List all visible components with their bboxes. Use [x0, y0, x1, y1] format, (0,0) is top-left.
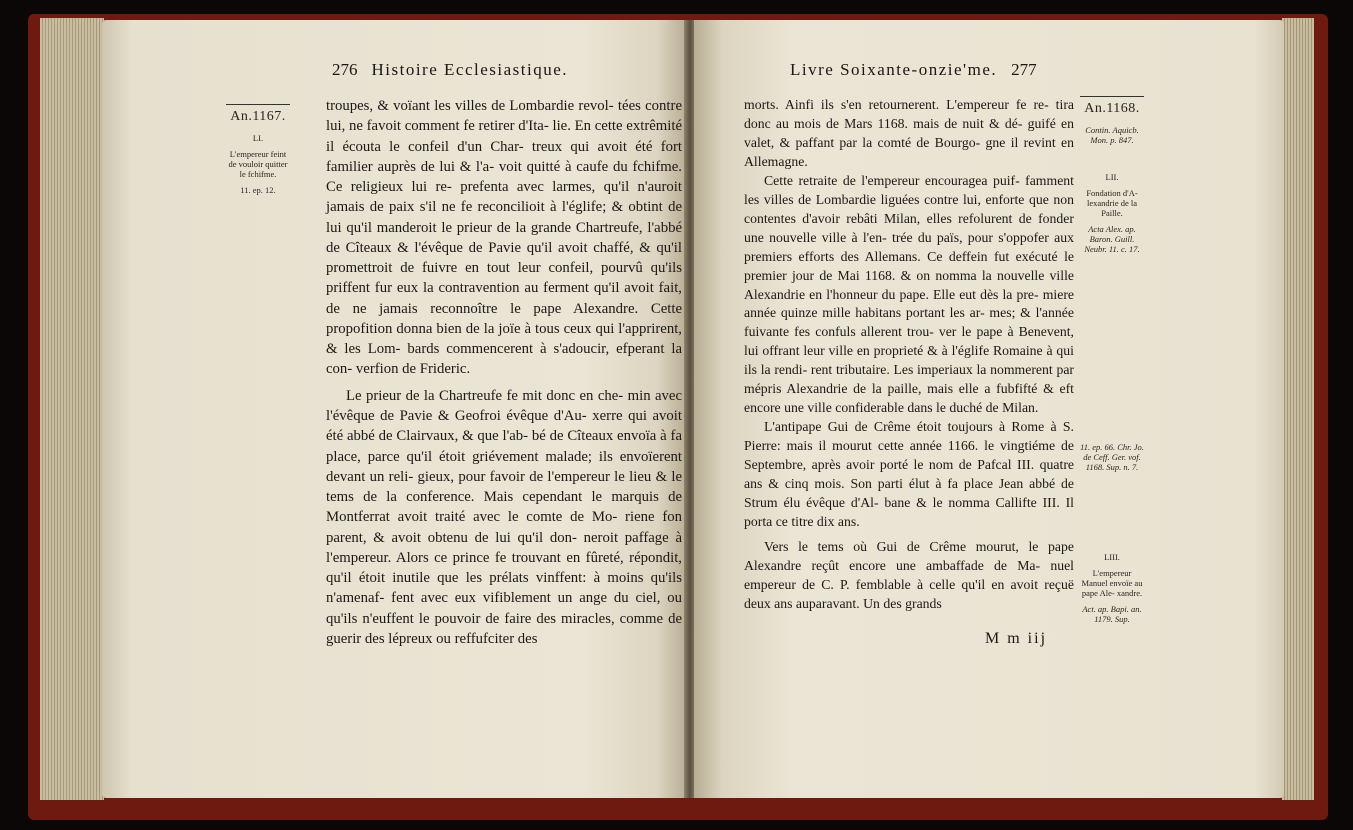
right-margin-ref-2: Acta Alex. ap. Baron. Guill. Neubr. 11. c. 17. — [1084, 224, 1140, 254]
left-head-title: Histoire Ecclesiastique. — [371, 60, 569, 79]
left-page-number: 276 — [332, 60, 358, 79]
left-margin-summary: L'empereur feint de vouloir quitter le fchifme. — [228, 149, 288, 179]
right-margin-notes-3 — [1080, 442, 1144, 478]
left-margin-year: An.1167. — [226, 104, 290, 125]
right-margin-notes-4 — [1080, 552, 1144, 630]
right-margin-ref-1: Contin. Aquicb. Mon. p. 847. — [1085, 125, 1139, 145]
right-margin-summary-2: Fondation d'A- lexandrie de la Paille. — [1086, 188, 1138, 218]
right-head-title: Livre Soixante-onzie'me. — [790, 60, 998, 79]
page-edges-left — [40, 18, 104, 800]
right-margin-notes — [1080, 96, 1144, 151]
left-margin-reference: 11. ep. 12. — [240, 185, 276, 195]
left-body-text — [326, 96, 682, 649]
right-margin-notes-2 — [1080, 172, 1144, 260]
right-margin-summary-3: L'empereur Manuel envoïe au pape Ale- xandre. — [1081, 568, 1143, 598]
right-margin-year: An.1168. — [1080, 96, 1144, 117]
right-page-number: 277 — [1011, 60, 1037, 79]
right-margin-section-3: LIII. — [1104, 552, 1120, 562]
right-running-head — [790, 60, 1051, 80]
left-paragraph-1: troupes, & voïant les villes de Lombardie revol- tées contre lui, ne favoit comment fe retirer d'Ita- lie. En cette extrêmité il écouta le confeil d'un Char- treux qui avoit été fort familier auprès de lui & l'a- voit quitté à caufe du fchifme. Ce religieux lui re- prefenta avec larmes, qu'il n'auroit jamais de paix s'il ne fe reconcilioit à l'églife; & obtint de lui qu'il manderoit le prieur de la grande Chartreufe, l'abbé de Cîteaux & l'évêque de Pavie qu'il avoit chaffé, & qu'il promettroit de fuivre en tout leur confeil, pourvû qu'ils priffent fur eux la contravention au ferment qu'il avoit fait, de ne jamais reconnoître le pape Alexandre. Cette propofition donna bien de la joïe à tous ceux qui l'apprirent, & les Lom- bards commencerent à s'adoucir, efperant la con- verfion de Frideric. — [326, 98, 682, 378]
right-margin-ref-4: Act. ap. Bapi. an. 1179. Sup. — [1082, 604, 1142, 624]
left-paragraph-2: Le prieur de la Chartreufe fe mit donc en che- min avec l'évêque de Pavie & Geofroi évêque d'Au- xerre qui avoit été abbé de Clairvaux, & que l'ab- bé de Cîteaux envoïa à fa place, parce qu'il étoit griévement malade; ils envoïerent devant un reli- gieux, pour favoir de l'empereur le lieu & le tems de la conference. Mais cependant le marquis de Montferrat avoit traité avec le comte de Mo- riene fon parent, & avoit obtenu de lui qu'il don- neroit paffage à l'empereur. Alors ce prince fe trouvant en fûreté, répondit, qu'il étoit inutile que les prélats vinffent: à moins qu'ils n'amenaf- fent avec eux vifiblement un ange du ciel, ou qu'ils n'euffent le pouvoir de faire des miracles, comme de guerir des lépreux ou reffufciter des — [326, 387, 682, 647]
page-edges-right — [1282, 18, 1314, 800]
left-margin-section: LI. — [252, 133, 264, 143]
right-paragraph-2: Cette retraite de l'empereur encouragea puif- famment les villes de Lombardie liguées contre lui, enforte que non contentes d'avoir rebâti Milan, elles refolurent de fonder une nouvelle ville à l'en- trée du païs, pour s'oppofer aux premiers efforts des Allemans. Ce deffein fut exécuté le premier jour de Mai 1168. & on nomma la nouvelle ville Alexandrie en l'honneur du pape. Elle eut dès la pre- miere année quinze mille habitans portant les ar- mes; & l'année fuivante fes confuls allerent trou- ver le pape à Benevent, lui offrant leur ville en proprieté & à l'églife Romaine à qui ils la rendi- rent tributaire. Les imperiaux la nommerent par mépris Alexandrie de la paille, mais elle a fubfifté & eft encore une ville confiderable dans le duché de Milan. — [744, 172, 1074, 416]
right-paragraph-1: morts. Ainfi ils s'en retournerent. L'empereur fe re- tira donc au mois de Mars 1168. mais de nuit & dé- guifé en valet, & paffant par la comté de Bourgo- gne il revint en Allemagne. — [744, 97, 1074, 169]
right-paragraph-4: Vers le tems où Gui de Crême mourut, le pape Alexandre reçût encore une ambaffade de Ma- nuel empereur de C. P. femblable à celle qu'il en avoit reçuë deux ans auparavant. Un des grands — [744, 538, 1074, 611]
signature-mark: M m iij — [985, 630, 1048, 647]
right-margin-ref-3: 11. ep. 66. Chr. Jo. de Ceff. Ger. vof. 1168. Sup. n. 7. — [1080, 442, 1144, 472]
left-margin-notes — [226, 104, 290, 201]
right-margin-section-2: LII. — [1105, 172, 1119, 182]
right-body-text — [744, 96, 1074, 614]
right-paragraph-3: L'antipape Gui de Crême étoit toujours à Rome à S. Pierre: mais il mourut cette année 1166. le vingtiéme de Septembre, après avoir porté le nom de Pafcal III. quatre ans & cinq mois. Son parti élut à fa place Jean abbé de Strum élu évêque d'Al- bane & le nomma Callifte III. Il porta ce titre dix ans. — [744, 419, 1074, 529]
left-running-head — [318, 60, 568, 80]
